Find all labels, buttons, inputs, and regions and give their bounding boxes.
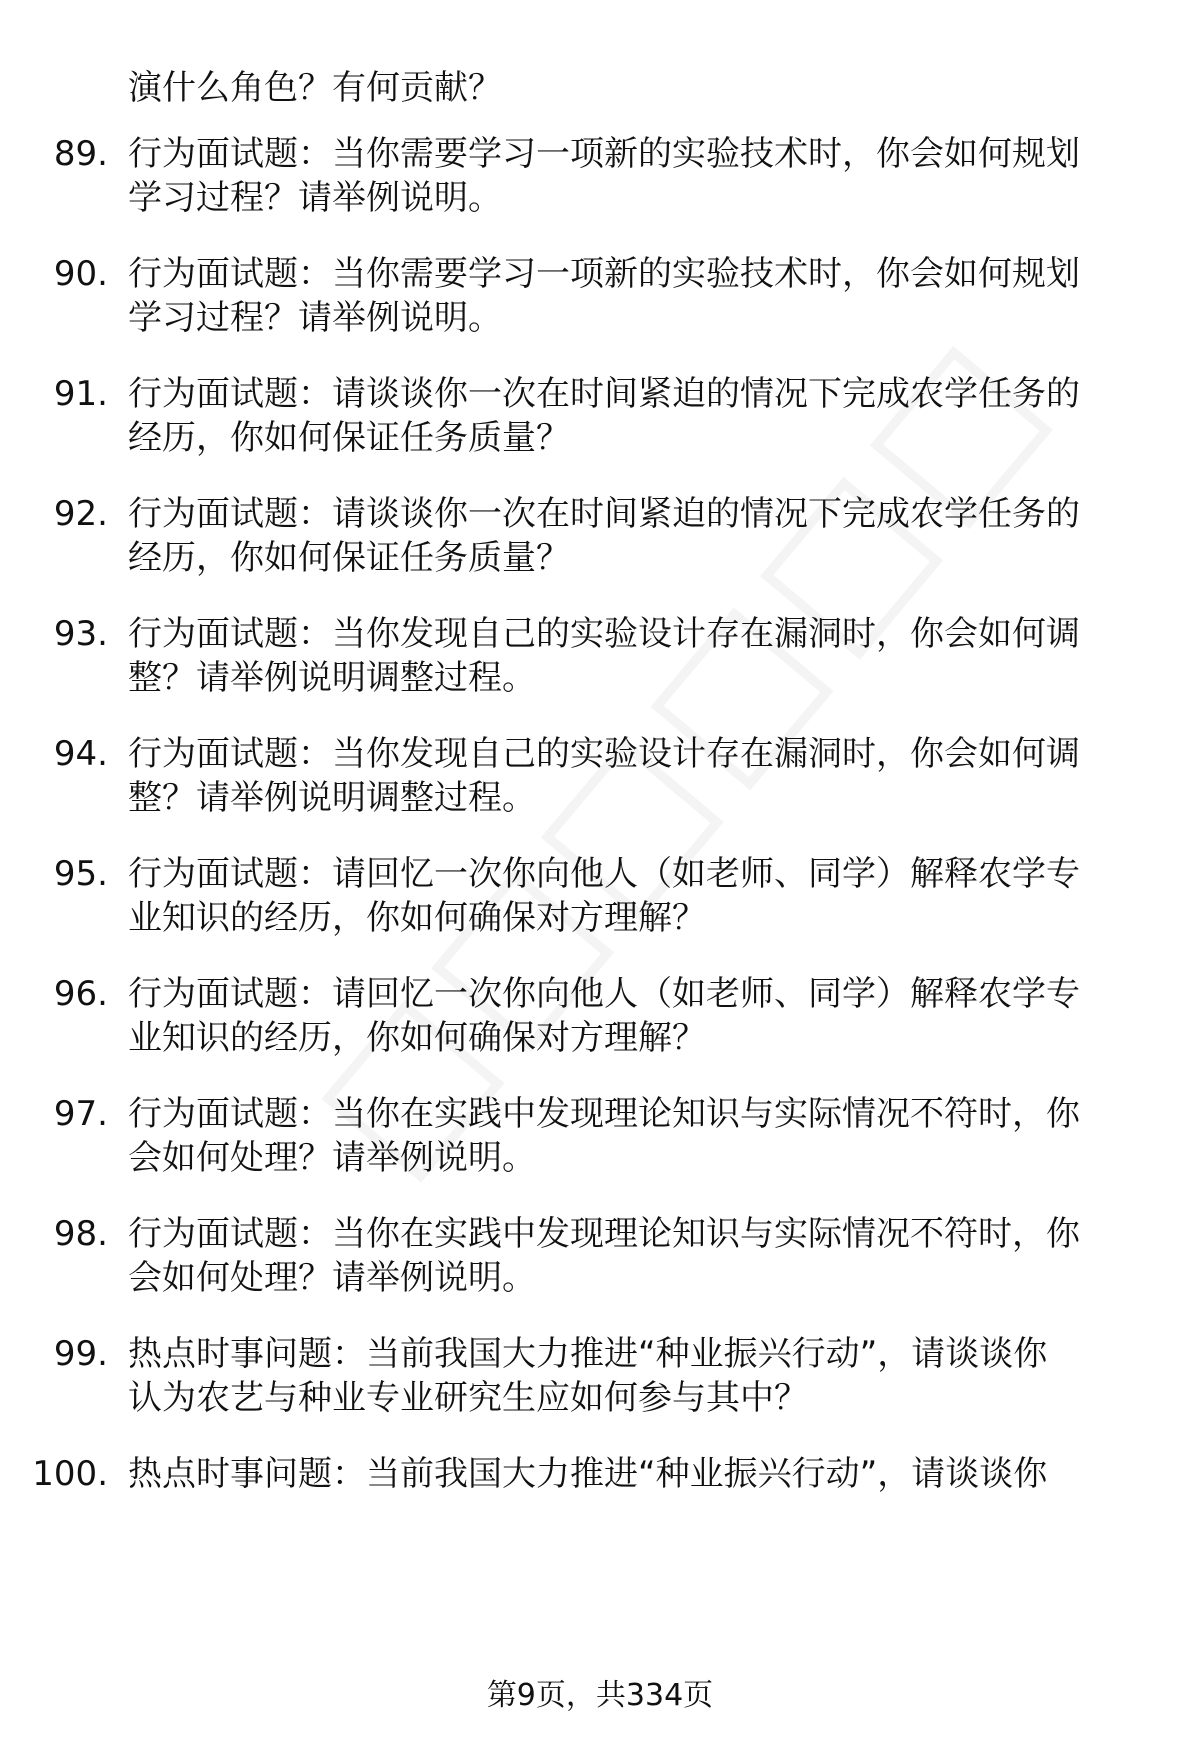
item-number: 98.: [53, 1214, 108, 1254]
item-number: 95.: [53, 854, 108, 894]
item-number: 89.: [53, 134, 108, 174]
item-text-line2: 认为农艺与种业专业研究生应如何参与其中？: [128, 1378, 808, 1418]
item-text-line2: 整？请举例说明调整过程。: [128, 778, 536, 818]
item-text-line1: 行为面试题：当你发现自己的实验设计存在漏洞时，你会如何调: [128, 614, 1080, 654]
item-text-line2: 会如何处理？请举例说明。: [128, 1258, 536, 1298]
item-text-line2: 学习过程？请举例说明。: [128, 298, 502, 338]
item-text-line2: 会如何处理？请举例说明。: [128, 1138, 536, 1178]
item-text-line2: 学习过程？请举例说明。: [128, 178, 502, 218]
item-text-line1: 行为面试题：当你在实践中发现理论知识与实际情况不符时，你: [128, 1214, 1080, 1254]
item-text-line2: 业知识的经历，你如何确保对方理解？: [128, 898, 706, 938]
item-number: 91.: [53, 374, 108, 414]
item-number: 90.: [53, 254, 108, 294]
item-text-line1: 行为面试题：当你需要学习一项新的实验技术时，你会如何规划: [128, 254, 1080, 294]
item-text-line2: 经历，你如何保证任务质量？: [128, 538, 570, 578]
item-text-line1: 热点时事问题：当前我国大力推进“种业振兴行动”，请谈谈你: [128, 1334, 1048, 1374]
item-text-line1: 行为面试题：请谈谈你一次在时间紧迫的情况下完成农学任务的: [128, 374, 1080, 414]
item-number: 92.: [53, 494, 108, 534]
item-number: 99.: [53, 1334, 108, 1374]
item-text-line1: 行为面试题：当你发现自己的实验设计存在漏洞时，你会如何调: [128, 734, 1080, 774]
item-text-line1: 热点时事问题：当前我国大力推进“种业振兴行动”，请谈谈你: [128, 1454, 1048, 1494]
item-number: 100.: [32, 1454, 108, 1494]
item-number: 96.: [53, 974, 108, 1014]
item-number: 94.: [53, 734, 108, 774]
item-text-line1: 行为面试题：请回忆一次你向他人（如老师、同学）解释农学专: [128, 974, 1080, 1014]
item-text-line1: 行为面试题：当你在实践中发现理论知识与实际情况不符时，你: [128, 1094, 1080, 1134]
item-number: 93.: [53, 614, 108, 654]
item-text-line1: 行为面试题：请谈谈你一次在时间紧迫的情况下完成农学任务的: [128, 494, 1080, 534]
item-text-line1: 行为面试题：请回忆一次你向他人（如老师、同学）解释农学专: [128, 854, 1080, 894]
item-text-line2: 整？请举例说明调整过程。: [128, 658, 536, 698]
item-number: 97.: [53, 1094, 108, 1134]
page-footer: 第9页，共334页: [486, 1678, 714, 1713]
item-text-line1: 行为面试题：当你需要学习一项新的实验技术时，你会如何规划: [128, 134, 1080, 174]
continuation-text: 演什么角色？有何贡献？: [128, 68, 502, 108]
item-text-line2: 经历，你如何保证任务质量？: [128, 418, 570, 458]
item-text-line2: 业知识的经历，你如何确保对方理解？: [128, 1018, 706, 1058]
